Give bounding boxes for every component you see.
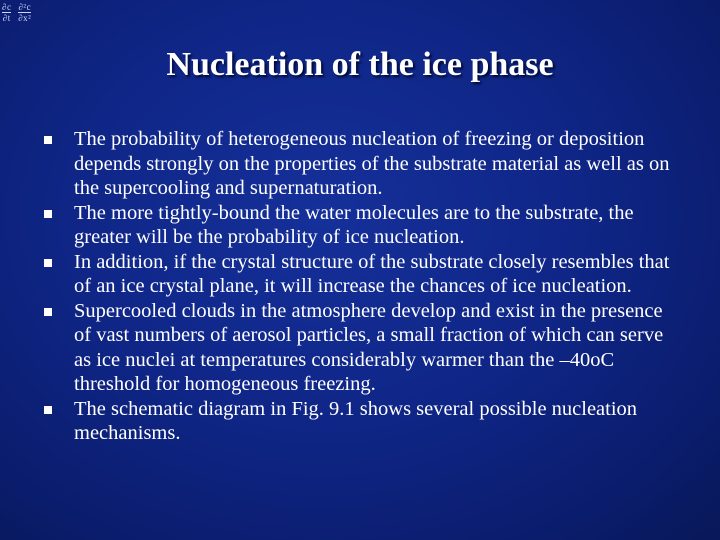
bullet-item-1	[44, 127, 684, 201]
bullet-item-4	[44, 299, 684, 397]
formula-fraction-2	[18, 2, 31, 23]
slide-title: Nucleation of the ice phase	[166, 46, 554, 83]
formula-denominator-2: ∂x²	[18, 13, 32, 23]
bullet-list	[44, 127, 684, 446]
formula-numerator-2: ∂²c	[18, 2, 32, 12]
square-bullet-icon	[44, 259, 52, 267]
bullet-text-1: The probability of heterogeneous nucleation of freezing or deposition depends strongly on the properties of the substrate material as well as on the supercooling and supernaturation.	[74, 128, 670, 199]
formula-fraction-1	[2, 2, 11, 23]
formula-numerator-1: ∂c	[2, 2, 12, 12]
bullet-item-3	[44, 250, 684, 299]
bullet-text-2: The more tightly-bound the water molecules are to the substrate, the greater will be the probability of ice nucleation.	[74, 201, 634, 248]
formula-denominator-1: ∂t	[2, 13, 11, 23]
bullet-text-5: The schematic diagram in Fig. 9.1 shows several possible nucleation mechanisms.	[74, 397, 638, 444]
square-bullet-icon	[44, 136, 52, 144]
bullet-text-4: Supercooled clouds in the atmosphere develop and exist in the presence of vast numbers of aerosol particles, a small fraction of which can serve as ice nuclei at temperatures considerably warmer than the –40oC threshold for homogeneous freezing.	[74, 299, 664, 395]
square-bullet-icon	[44, 406, 52, 414]
bullet-text-3: In addition, if the crystal structure of the substrate closely resembles that of an ice crystal plane, it will increase the chances of ice nucleation.	[74, 250, 670, 297]
bullet-item-2	[44, 201, 684, 250]
bullet-item-5	[44, 397, 684, 446]
corner-formula-logo	[2, 2, 35, 23]
square-bullet-icon	[44, 210, 52, 218]
square-bullet-icon	[44, 308, 52, 316]
